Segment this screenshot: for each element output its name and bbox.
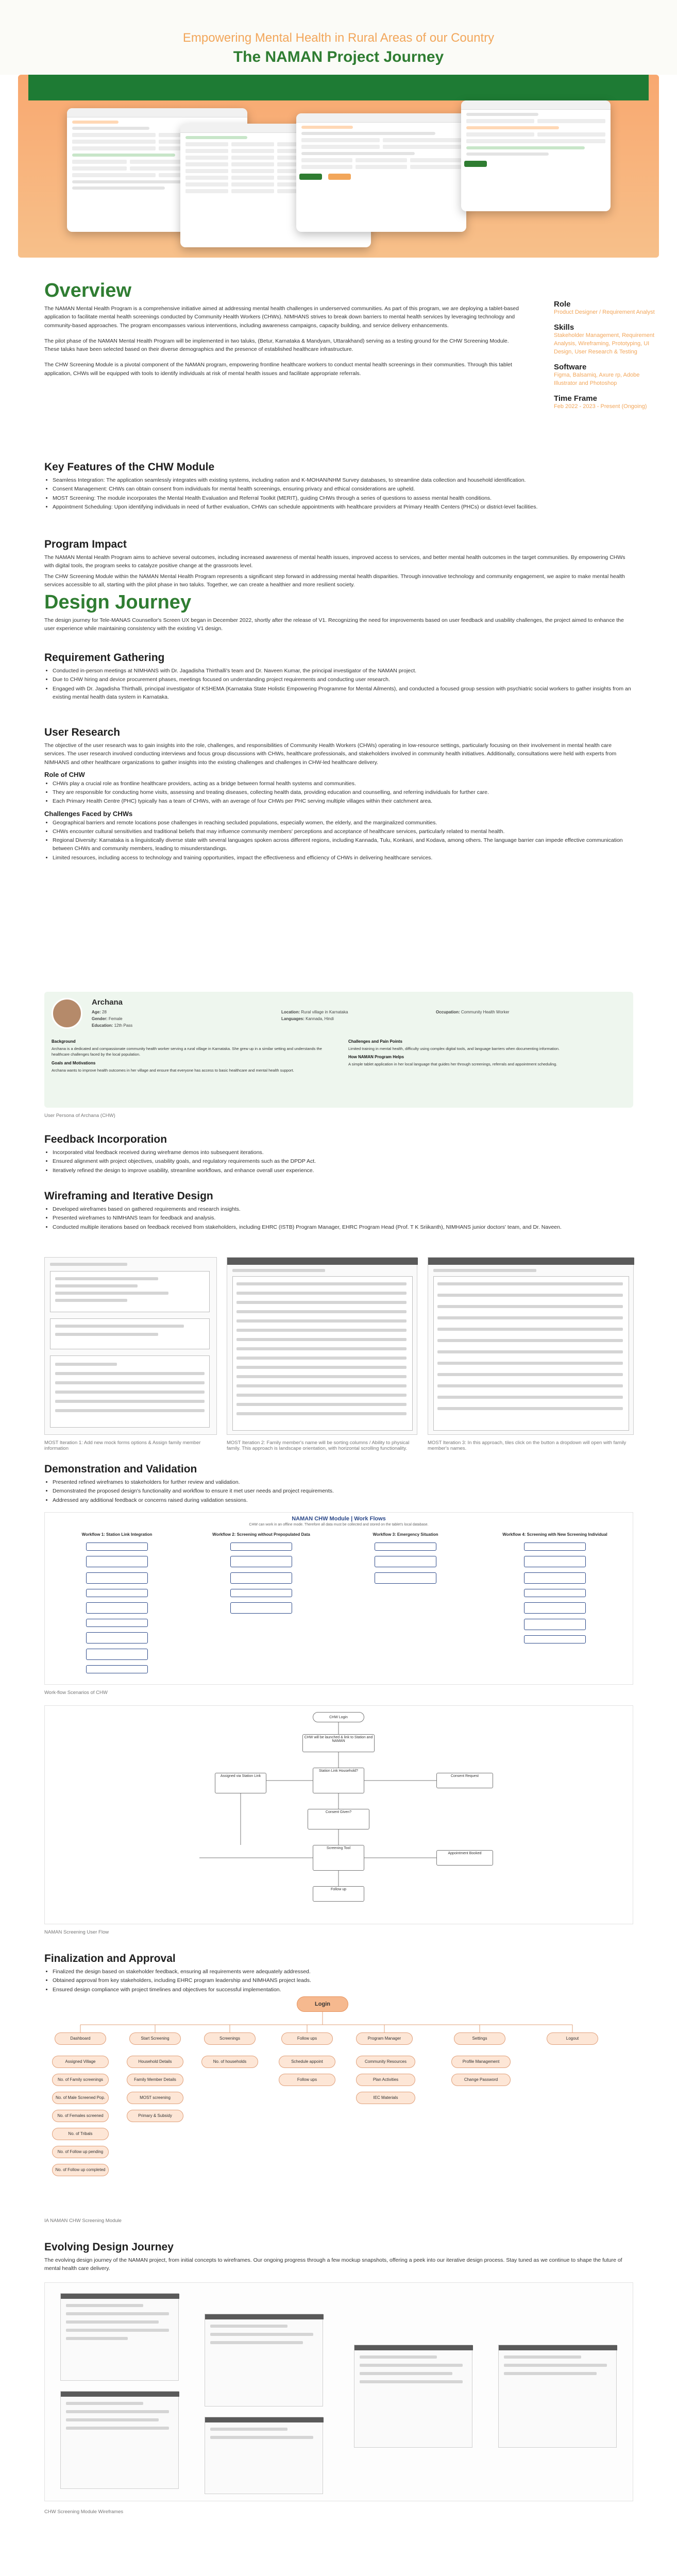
ia-followups-child: Schedule appoint [279, 2056, 335, 2068]
ia-dashboard-child: No. of Tribals [52, 2128, 109, 2140]
wireframing-item: • Presented wireframes to NIMHANS team for feedback and analysis. [53, 1214, 633, 1222]
wireframe-screen [205, 2417, 323, 2494]
flow-box [230, 1602, 292, 1614]
mockup-appointment [461, 100, 611, 211]
persona-left-column: Background Archana is a dedicated and compassionate community health worker serving a rural village in Karnataka. She grew up in a similar setting and understands the healthcare challenges faced by the local population. Goals and Motivations Archana wants to improve health outcomes in her village and ensure that everyone has access to basic healthcare and mental health support. [52, 1039, 322, 1073]
persona-location: Location: Rural village in Karnataka Languages: Kannada, Hindi [281, 1010, 348, 1021]
user-research-heading: User Research [44, 726, 121, 738]
user-research-section [44, 726, 633, 862]
flow-box [375, 1556, 436, 1567]
design-journey-intro: The design journey for Tele-MANAS Counsellor's Screen UX began in December 2022, shortly after the release of V1. Recognizing the need for improvements based on user feedback and usability challenges, the project aimed to enhance the user experience while maintaining consistency with the existing V1 design. [44, 617, 624, 632]
ia-root-login: Login [297, 1996, 348, 2012]
project-meta-sidebar [554, 300, 657, 417]
evolving-paragraph: The evolving design journey of the NAMAN project, from initial concepts to wireframes. Our ongoing progress through a few mockup snapshots, offering a peek into our iterative design process. Stay tuned as we continue to shape the future of mental health care delivery. [44, 2257, 622, 2272]
persona-occupation: Occupation: Community Health Worker [436, 1010, 510, 1014]
flow-node-follow-up: Follow up [313, 1886, 364, 1902]
overview-paragraph-3: The CHW Screening Module is a pivotal component of the NAMAN program, empowering frontline healthcare workers to conduct mental health screenings in their communities. Through this tablet application, CHWs will be equipped with tools to identify individuals at risk of mental health issues and facilitate appropriate referrals. [44, 362, 512, 377]
evolving-heading: Evolving Design Journey [44, 2241, 174, 2253]
user-persona-card [44, 992, 633, 1108]
flow-box [524, 1602, 586, 1614]
ia-node-follow-ups: Follow ups [281, 2032, 333, 2045]
work-flows-subtitle: CHW can work in an offline mode. Therefore all data must be collected and stored on the tablet's local database. [249, 1523, 429, 1527]
ia-start-child: Household Details [127, 2056, 183, 2068]
ia-dashboard-child: No. of Family screenings [52, 2074, 109, 2086]
hero-banner [18, 75, 659, 258]
flow-box [375, 1543, 436, 1551]
overview-paragraph-1: The NAMAN Mental Health Program is a comprehensive initiative aimed at addressing mental health challenges in underserved communities. As part of this program, we are deploying a tablet-based application to facilitate mental health screenings conducted by Community Health Workers (CHWs). NIMHANS strives to break down barriers to mental health services by leveraging technology and community-based approaches. The program encompasses various interventions, including awareness campaigns, capacity building, and service delivery enhancements. [44, 306, 519, 329]
ia-program-child: IEC Materials [356, 2092, 415, 2104]
demonstration-item: • Presented refined wireframes to stakeholders for further review and validation. [53, 1478, 633, 1486]
flow-box [230, 1556, 292, 1567]
flow-box [230, 1589, 292, 1597]
challenge-item: • CHWs encounter cultural sensitivities and traditional beliefs that may influence community members' perceptions and acceptance of healthcare services, particularly related to mental health. [53, 827, 633, 836]
skills-value: Stakeholder Management, Requirement Analysis, Wireframing, Prototyping, UI Design, User Research & Testing [554, 332, 655, 355]
workflow-3-title: Workflow 3: Emergency Situation [373, 1532, 438, 1537]
ia-settings-child: Change Password [451, 2074, 511, 2086]
wireframing-item: • Developed wireframes based on gathered requirements and research insights. [53, 1205, 633, 1213]
finalization-section [44, 1953, 633, 1994]
design-journey-section [44, 592, 633, 633]
ia-start-child: MOST screening [127, 2092, 183, 2104]
feedback-item: • Iteratively refined the design to improve usability, streamline workflows, and enhance overall user experience. [53, 1166, 633, 1175]
flow-box [524, 1635, 586, 1643]
finalization-item: • Finalized the design based on stakeholder feedback, ensuring all requirements were adequately addressed. [53, 1968, 633, 1976]
role-heading: Role [554, 300, 571, 309]
flow-box [524, 1543, 586, 1551]
most-iteration-1-wireframe [44, 1257, 217, 1435]
feedback-section [44, 1133, 633, 1175]
flow-box [86, 1556, 148, 1567]
flow-box [524, 1572, 586, 1584]
flow-box [230, 1543, 292, 1551]
most-iteration-2-wireframe [227, 1257, 417, 1435]
challenges-heading: Challenges Faced by CHWs [44, 809, 133, 818]
ia-program-child: Community Resources [356, 2056, 415, 2068]
persona-demographics: Age: 28 Gender: Female Education: 12th Pass [92, 1010, 133, 1028]
workflow-2-title: Workflow 2: Screening without Prepopulated Data [212, 1532, 310, 1537]
persona-right-column: Challenges and Pain Points Limited training in mental health, difficulty using complex digital tools, and language barriers when documenting information. How NAMAN Program Helps A simple tablet application in her local language that guides her through screenings, referrals and appointment scheduling. [348, 1039, 560, 1067]
demonstration-item: • Demonstrated the proposed design's functionality and workflow to ensure it met user needs and project requirements. [53, 1487, 633, 1495]
flow-box [375, 1572, 436, 1584]
role-item: • CHWs play a crucial role as frontline healthcare providers, acting as a bridge between formal health systems and communities. [53, 779, 633, 788]
ia-node-logout: Logout [547, 2032, 598, 2045]
demonstration-heading: Demonstration and Validation [44, 1463, 197, 1475]
features-section [44, 461, 633, 512]
user-research-paragraph: The objective of the user research was to gain insights into the role, challenges, and responsibilities of Community Health Workers (CHWs) operating in low-resource settings, particularly focusing on their involvement in mental health care services. The user research involved conducting interviews and focus group discussions with CHWs, healthcare professionals, and stakeholders involved in community health initiatives. Additionally, consultations were held with experts from NIMHANS and other healthcare organizations to gather insights into the existing challenges and challenges in CHW-led healthcare delivery. [44, 742, 617, 766]
mockup-screening-form [296, 113, 466, 232]
ia-dashboard-child: No. of Follow up completed [52, 2164, 109, 2176]
wireframe-screen [498, 2345, 617, 2448]
requirement-item: • Due to CHW hiring and device procurement phases, meetings focused on understanding project requirements and conducting user research. [53, 675, 633, 684]
ia-node-screenings: Screenings [204, 2032, 256, 2045]
flow-node-screening-tool: Screening Tool [313, 1845, 364, 1871]
flow-box [86, 1632, 148, 1643]
feedback-heading: Feedback Incorporation [44, 1133, 167, 1145]
overview-section [44, 281, 523, 378]
most-iteration-3-wireframe [428, 1257, 634, 1435]
requirements-section [44, 652, 633, 702]
ia-dashboard-child: No. of Follow up pending [52, 2146, 109, 2158]
impact-paragraph-1: The NAMAN Mental Health Program aims to achieve several outcomes, including increased awareness of mental health issues, improved access to services, and better mental health outcomes in the target communities. By empowering CHWs with digital tools, the program seeks to catalyze positive change at the grassroots level. [44, 554, 625, 569]
requirements-heading: Requirement Gathering [44, 652, 165, 664]
work-flows-diagram [44, 1512, 633, 1685]
role-item: • They are responsible for conducting home visits, assessing and treating diseases, collecting health data, providing education and counselling, and referring individuals for further care. [53, 788, 633, 796]
chw-wireframes-board [44, 2282, 633, 2501]
wireframes-caption: CHW Screening Module Wireframes [44, 2509, 124, 2515]
ia-settings-child: Profile Management [451, 2056, 511, 2068]
iteration-1-caption: MOST Iteration 1: Add new mock forms options & Assign family member information [44, 1440, 201, 1451]
ia-node-program-manager: Program Manager [356, 2032, 413, 2045]
work-flows-caption: Work-flow Scenarios of CHW [44, 1690, 108, 1696]
flow-box [86, 1665, 148, 1673]
feedback-item: • Ensured alignment with project objectives, usability goals, and regulatory requirements such as the DPDP Act. [53, 1157, 633, 1165]
flow-node-launch: CHW will be launched & link to Station and NAMAN [302, 1734, 375, 1752]
challenge-item: • Limited resources, including access to technology and training opportunities, impact the effectiveness and efficiency of CHWs in delivering healthcare services. [53, 854, 633, 862]
overview-heading: Overview [44, 280, 131, 301]
flow-box [524, 1619, 586, 1630]
flow-node-decision-household: Station Link Household? [313, 1768, 364, 1793]
workflow-4-title: Workflow 4: Screening with New Screening Individual [502, 1532, 607, 1537]
iteration-3-caption: MOST Iteration 3: In this approach, tiles click on the button a dropdown will open with family member's names. [428, 1440, 627, 1451]
wireframe-screen [60, 2391, 179, 2489]
finalization-heading: Finalization and Approval [44, 1953, 176, 1964]
ia-screenings-child: No. of households [201, 2056, 258, 2068]
ia-node-dashboard: Dashboard [55, 2032, 106, 2045]
feature-item: • Consent Management: CHWs can obtain consent from individuals for mental health screenings, ensuring privacy and ethical considerations are upheld. [53, 485, 633, 493]
feature-item: • Seamless Integration: The application seamlessly integrates with existing systems, including nation and K-MOHAN/NHM Survey databases, to streamline data collection and household identification. [53, 476, 633, 484]
persona-name: Archana [92, 998, 123, 1007]
flow-box [86, 1589, 148, 1597]
wireframing-section [44, 1190, 633, 1232]
ia-followups-child: Follow ups [279, 2074, 335, 2086]
flow-box [86, 1602, 148, 1614]
features-heading: Key Features of the CHW Module [44, 461, 215, 473]
finalization-item: • Obtained approval from key stakeholders, including EHRC program leadership and NIMHANS project leads. [53, 1976, 633, 1985]
demonstration-item: • Addressed any additional feedback or concerns raised during validation sessions. [53, 1496, 633, 1504]
flow-box [86, 1619, 148, 1627]
evolving-section [44, 2241, 633, 2273]
ia-dashboard-child: Assigned Village [52, 2056, 109, 2068]
role-of-chw-heading: Role of CHW [44, 770, 85, 778]
feedback-item: • Incorporated vital feedback received during wireframe demos into subsequent iterations. [53, 1148, 633, 1157]
ia-caption: IA NAMAN CHW Screening Module [44, 2218, 122, 2224]
flow-node-login: CHW Login [313, 1712, 364, 1722]
ia-node-settings: Settings [454, 2032, 505, 2045]
wireframing-item: • Conducted multiple iterations based on feedback received from stakeholders, including EHRC (ISTB) Program Manager, EHRC Program Head (Prof. T K Sriikanth), NIMHANS junior doctors' team, and Dr. Naveen. [53, 1223, 633, 1231]
flow-node-station-link: Assigned via Station Link [215, 1773, 266, 1793]
design-journey-heading: Design Journey [44, 591, 192, 613]
challenge-item: • Geographical barriers and remote locations pose challenges in reaching secluded populations, especially women, the elderly, and the marginalized communities. [53, 819, 633, 827]
screening-user-flow-diagram [44, 1705, 633, 1924]
flow-box [524, 1556, 586, 1567]
requirement-item: • Conducted in-person meetings at NIMHANS with Dr. Jagadisha Thirthalli's team and Dr. Naveen Kumar, the principal investigator of the NAMAN project. [53, 667, 633, 675]
ia-connectors [44, 1996, 633, 2213]
hero-subtitle: Empowering Mental Health in Rural Areas of our Country [182, 31, 495, 45]
role-value: Product Designer / Requirement Analyst [554, 309, 655, 315]
persona-avatar [52, 998, 82, 1029]
skills-heading: Skills [554, 323, 574, 332]
ia-program-child: Plan Activities [356, 2074, 415, 2086]
iteration-2-caption: MOST Iteration 2: Family member's name will be sorting columns / Ability to physical family. This approach is landscape orientation, with horizontal scrolling functionality. [227, 1440, 410, 1451]
ia-dashboard-child: No. of Females screened [52, 2110, 109, 2122]
impact-heading: Program Impact [44, 538, 127, 550]
flow-node-appointment: Appointment Booked [436, 1850, 493, 1866]
hero-header [0, 0, 677, 75]
impact-paragraph-2: The CHW Screening Module within the NAMAN Mental Health Program represents a significant step forward in addressing mental health disparities. Through innovative technology and community engagement, we aspire to make mental health services accessible to all, starting with the pilot phase in two taluks. Together, we can create a healthier and more resilient society. [44, 573, 625, 588]
wireframing-heading: Wireframing and Iterative Design [44, 1190, 213, 1202]
ia-dashboard-child: No. of Male Screened Pop. [52, 2092, 109, 2104]
wireframe-screen [205, 2314, 323, 2406]
information-architecture-diagram [44, 1996, 633, 2213]
software-value: Figma, Balsamiq, Axure rp, Adobe Illustrator and Photoshop [554, 371, 640, 386]
work-flows-title: NAMAN CHW Module | Work Flows [292, 1516, 386, 1522]
timeframe-heading: Time Frame [554, 394, 597, 403]
workflow-1-title: Workflow 1: Station Link Integration [81, 1532, 153, 1537]
demonstration-section [44, 1463, 633, 1505]
hero-green-strip [28, 75, 649, 100]
flow-box [86, 1543, 148, 1551]
persona-caption: User Persona of Archana (CHW) [44, 1113, 115, 1118]
finalization-item: • Ensured design compliance with project timelines and objectives for successful implementation. [53, 1986, 633, 1994]
feature-item: • Appointment Scheduling: Upon identifying individuals in need of further evaluation, CHWs can schedule appointments with healthcare providers at Primary Health Centers (PHCs) or district-level facilities. [53, 503, 633, 511]
wireframe-screen [354, 2345, 472, 2448]
ia-start-child: Primary & Subsidy [127, 2110, 183, 2122]
flow-box [86, 1649, 148, 1660]
flow-box [86, 1572, 148, 1584]
requirement-item: • Engaged with Dr. Jagadisha Thirthalli, principal investigator of KSHEMA (Karnataka State Holistic Empowering Programme for Mental Ailments), and conducted a focused group session with psychiatric social workers to gather insights from an existing mental health data system in Karnataka. [53, 685, 633, 702]
screening-flow-caption: NAMAN Screening User Flow [44, 1929, 109, 1935]
challenge-item: • Regional Diversity: Karnataka is a linguistically diverse state with several languages spoken across different regions, including Kannada, Tulu, Konkani, and Kodava, among others. The language barrier can impede effective communication between CHWs and community members, leading to misunderstandings. [53, 836, 633, 853]
wireframe-screen [60, 2293, 179, 2381]
flow-node-consent-request: Consent Request [436, 1773, 493, 1788]
ia-start-child: Family Member Details [127, 2074, 183, 2086]
ia-node-start-screening: Start Screening [129, 2032, 181, 2045]
overview-paragraph-2: The pilot phase of the NAMAN Mental Health Program will be implemented in two taluks, (Betur, Karnataka & Mandyam, Uttarakhand) serving as a testing ground for the CHW Screening Module. These taluks have been selected based on their diverse demographics and the presence of established healthcare infrastructure. [44, 337, 509, 353]
hero-title: The NAMAN Project Journey [233, 48, 444, 65]
software-heading: Software [554, 362, 587, 371]
flow-box [230, 1572, 292, 1584]
feature-item: • MOST Screening: The module incorporates the Mental Health Evaluation and Referral Toolkit (MERIT), guiding CHWs through a series of questions to assess mental health conditions. [53, 494, 633, 502]
timeframe-value: Feb 2022 - 2023 - Present (Ongoing) [554, 403, 647, 410]
flow-node-consent-given: Consent Given? [308, 1809, 369, 1829]
role-item: • Each Primary Health Centre (PHC) typically has a team of CHWs, with an average of four CHWs per PHC serving multiple villages within their catchment area. [53, 797, 633, 805]
impact-section [44, 538, 633, 589]
flow-box [524, 1589, 586, 1597]
